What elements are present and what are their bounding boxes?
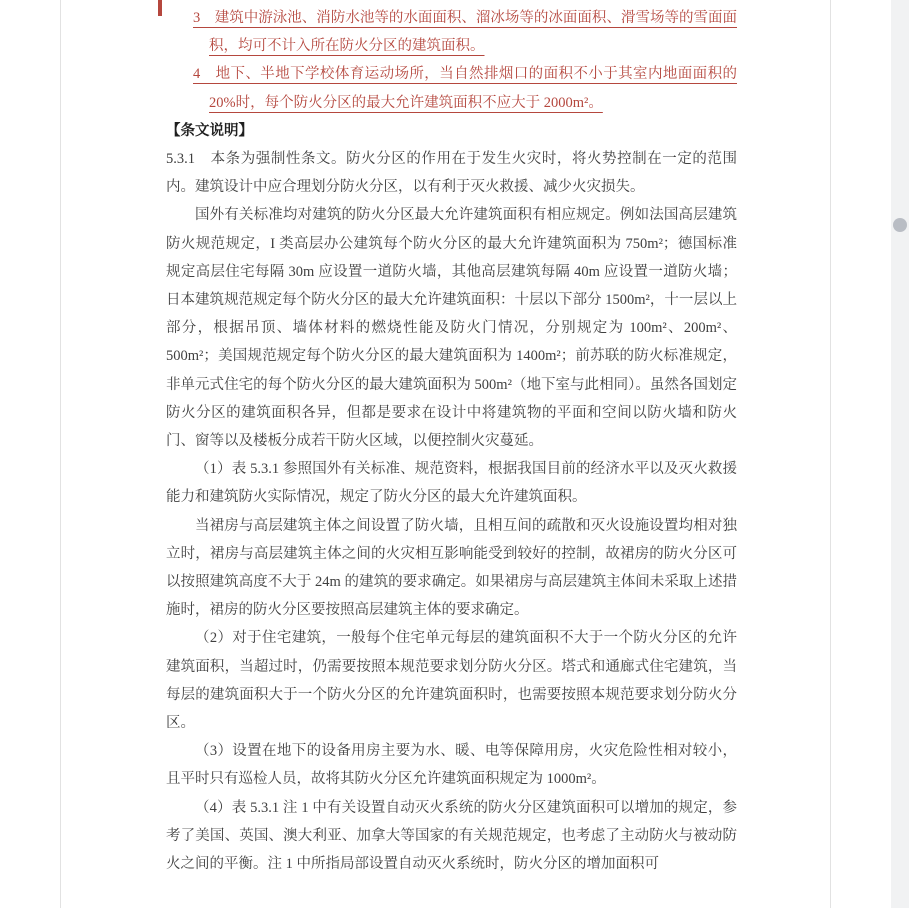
body-paragraph-531: 5.3.1 本条为强制性条文。防火分区的作用在于发生火灾时，将火势控制在一定的范围内。建筑设计中应合理划分防火分区，以有利于灭火救援、减少火灾损失。: [166, 151, 737, 196]
scrollbar-track[interactable]: [891, 0, 909, 908]
body-paragraph-note-4: （4）表 5.3.1 注 1 中有关设置自动灭火系统的防火分区建筑面积可以增加的规定，参考了美国、英国、澳大利亚、加拿大等国家的有关规范规定，也考虑了主动防火与被动防火之间的平衡。注 1 中所指局部设置自动灭火系统时，防火分区的增加面积可: [166, 799, 737, 873]
page-border-left: [60, 0, 61, 908]
body-paragraph-note-3: （3）设置在地下的设备用房主要为水、暖、电等保障用房，火灾危险性相对较小，且平时只有巡检人员，故将其防火分区允许建筑面积规定为 1000m²。: [166, 743, 737, 788]
clause-item-3: 3 建筑中游泳池、消防水池等的水面面积、溜冰场等的冰面面积、滑雪场等的雪面面积，均可不计入所在防火分区的建筑面积。: [193, 10, 737, 55]
explanation-heading: 【条文说明】: [166, 122, 253, 139]
clipped-red-text-fragment: [158, 0, 162, 16]
clause-item-4: 4 地下、半地下学校体育运动场所，当自然排烟口的面积不小于其室内地面面积的 20%时，每个防火分区的最大允许建筑面积不应大于 2000m²。: [193, 66, 737, 111]
body-paragraph-note-1: （1）表 5.3.1 参照国外有关标准、规范资料，根据我国目前的经济水平以及灭火救援能力和建筑防火实际情况，规定了防火分区的最大允许建筑面积。: [166, 461, 737, 506]
body-paragraph-foreign-standards: 国外有关标准均对建筑的防火分区最大允许建筑面积有相应规定。例如法国高层建筑防火规范规定，I 类高层办公建筑每个防火分区的最大允许建筑面积为 750m²；德国标准规定高层住宅每隔 30m 应设置一道防火墙，其他高层建筑每隔 40m 应设置一道防火墙；日本建筑规范规定每个防火分区的最大允许建筑面积：十层以下部分 1500m²，十一层以上部分，根据吊顶、墙体材料的燃烧性能及防火门情况，分别规定为 100m²、200m²、500m²；美国规范规定每个防火分区的最大建筑面积为 1400m²；前苏联的防火标准规定，非单元式住宅的每个防火分区的最大建筑面积为 500m²（地下室与此相同）。虽然各国划定防火分区的建筑面积各异，但都是要求在设计中将建筑物的平面和空间以防火墙和防火门、窗等以及楼板分成若干防火区域，以便控制火灾蔓延。: [166, 207, 737, 450]
body-paragraph-podium: 当裙房与高层建筑主体之间设置了防火墙，且相互间的疏散和灭火设施设置均相对独立时，裙房与高层建筑主体之间的火灾相互影响能受到较好的控制，故裙房的防火分区可以按照建筑高度不大于 24m 的建筑的要求确定。如果裙房与高层建筑主体间未采取上述措施时，裙房的防火分区要按照高层建筑主体的要求确定。: [166, 517, 737, 619]
document-page: [166, 4, 737, 878]
page-border-right: [830, 0, 831, 908]
body-paragraph-note-2: （2）对于住宅建筑，一般每个住宅单元每层的建筑面积不大于一个防火分区的允许建筑面积，当超过时，仍需要按照本规范要求划分防火分区。塔式和通廊式住宅建筑，当每层的建筑面积大于一个防火分区的允许建筑面积时，也需要按照本规范要求划分防火分区。: [166, 630, 737, 732]
scrollbar-thumb[interactable]: [893, 218, 907, 232]
